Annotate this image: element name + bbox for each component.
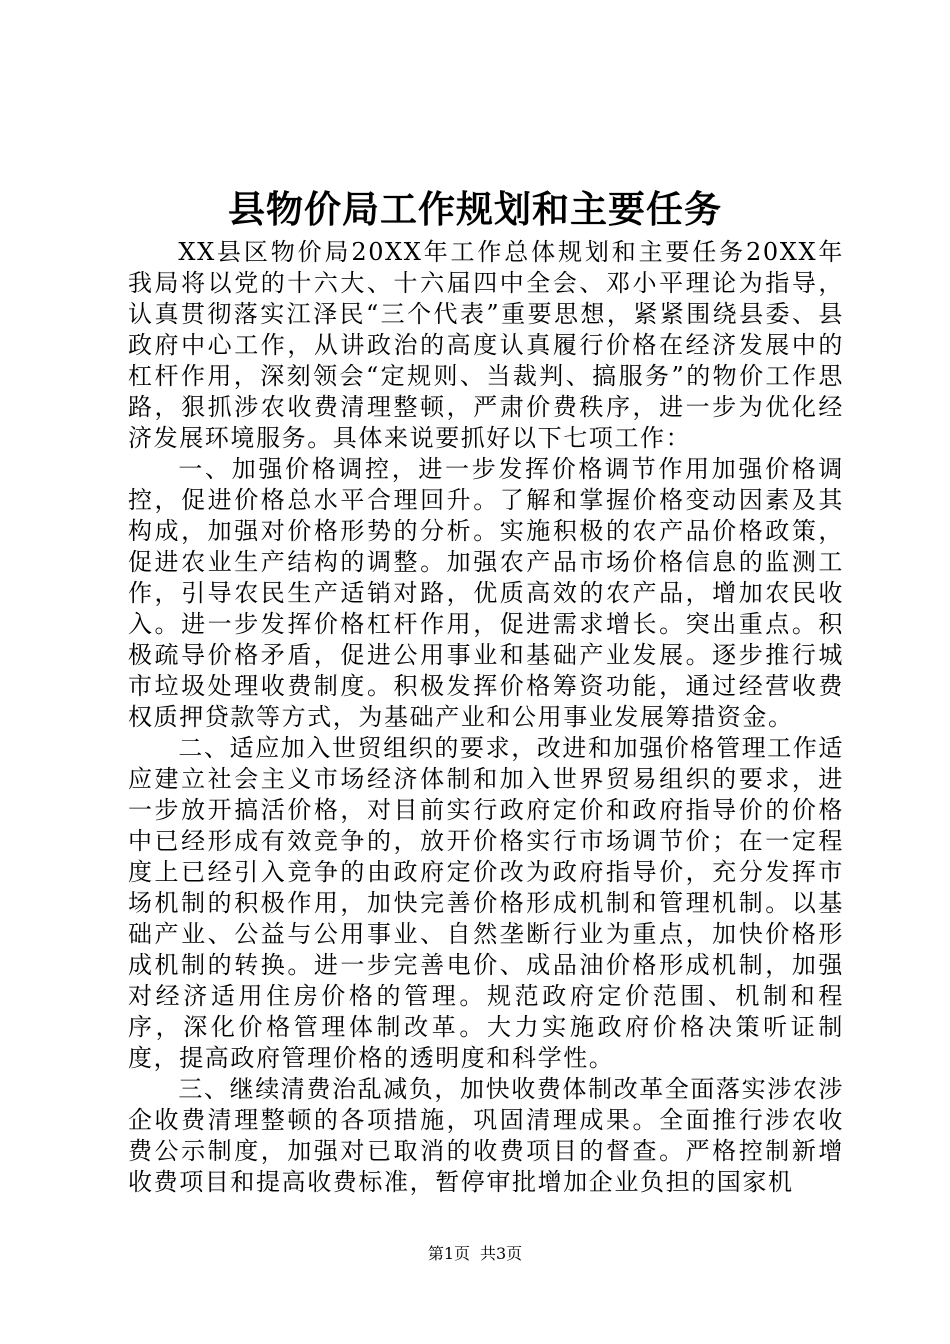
page-total: 共3页 — [480, 1244, 523, 1263]
paragraph-section-2: 二、适应加入世贸组织的要求，改进和加强价格管理工作适应建立社会主义市场经济体制和加入世界贸易组织的要求，进一步放开搞活价格，对目前实行政府定价和政府指导价的价格中已经形成有效竞争的，放开价格实行市场调节价；在一定程度上已经引入竞争的由政府定价改为政府指导价，充分发挥市场机制的积极作用，加快完善价格形成机制和管理机制。以基础产业、公益与公用事业、自然垄断行业为重点，加快价格形成机制的转换。进一步完善电价、成品油价格形成机制，加强对经济适用住房价格的管理。规范政府定价范围、机制和程序，深化价格管理体制改革。大力实施政府价格决策听证制度，提高政府管理价格的透明度和科学性。 — [128, 734, 844, 1072]
paragraph-section-3: 三、继续清费治乱减负，加快收费体制改革全面落实涉农涉企收费清理整顿的各项措施，巩固清理成果。全面推行涉农收费公示制度，加强对已取消的收费项目的督查。严格控制新增收费项目和提高收费标准，暂停审批增加企业负担的国家机 — [128, 1075, 844, 1196]
page-footer — [0, 1243, 950, 1265]
document-body — [128, 237, 844, 1198]
paragraph-intro: XX县区物价局20XX年工作总体规划和主要任务20XX年我局将以党的十六大、十六届四中全会、邓小平理论为指导，认真贯彻落实江泽民“三个代表”重要思想，紧紧围绕县委、县政府中心工作，从讲政治的高度认真履行价格在经济发展中的杠杆作用，深刻领会“定规则、当裁判、搞服务”的物价工作思路，狠抓涉农收费清理整顿，严肃价费秩序，进一步为优化经济发展环境服务。具体来说要抓好以下七项工作： — [128, 238, 844, 452]
paragraph-section-1: 一、加强价格调控，进一步发挥价格调节作用加强价格调控，促进价格总水平合理回升。了解和掌握价格变动因素及其构成，加强对价格形势的分析。实施积极的农产品价格政策，促进农业生产结构的调整。加强农产品市场价格信息的监测工作，引导农民生产适销对路，优质高效的农产品，增加农民收入。进一步发挥价格杠杆作用，促进需求增长。突出重点。积极疏导价格矛盾，促进公用事业和基础产业发展。逐步推行城市垃圾处理收费制度。积极发挥价格筹资功能，通过经营收费权质押贷款等方式，为基础产业和公用事业发展筹措资金。 — [128, 455, 844, 731]
document-title: 县物价局工作规划和主要任务 — [228, 187, 722, 231]
page-number: 第1页 — [427, 1244, 470, 1263]
